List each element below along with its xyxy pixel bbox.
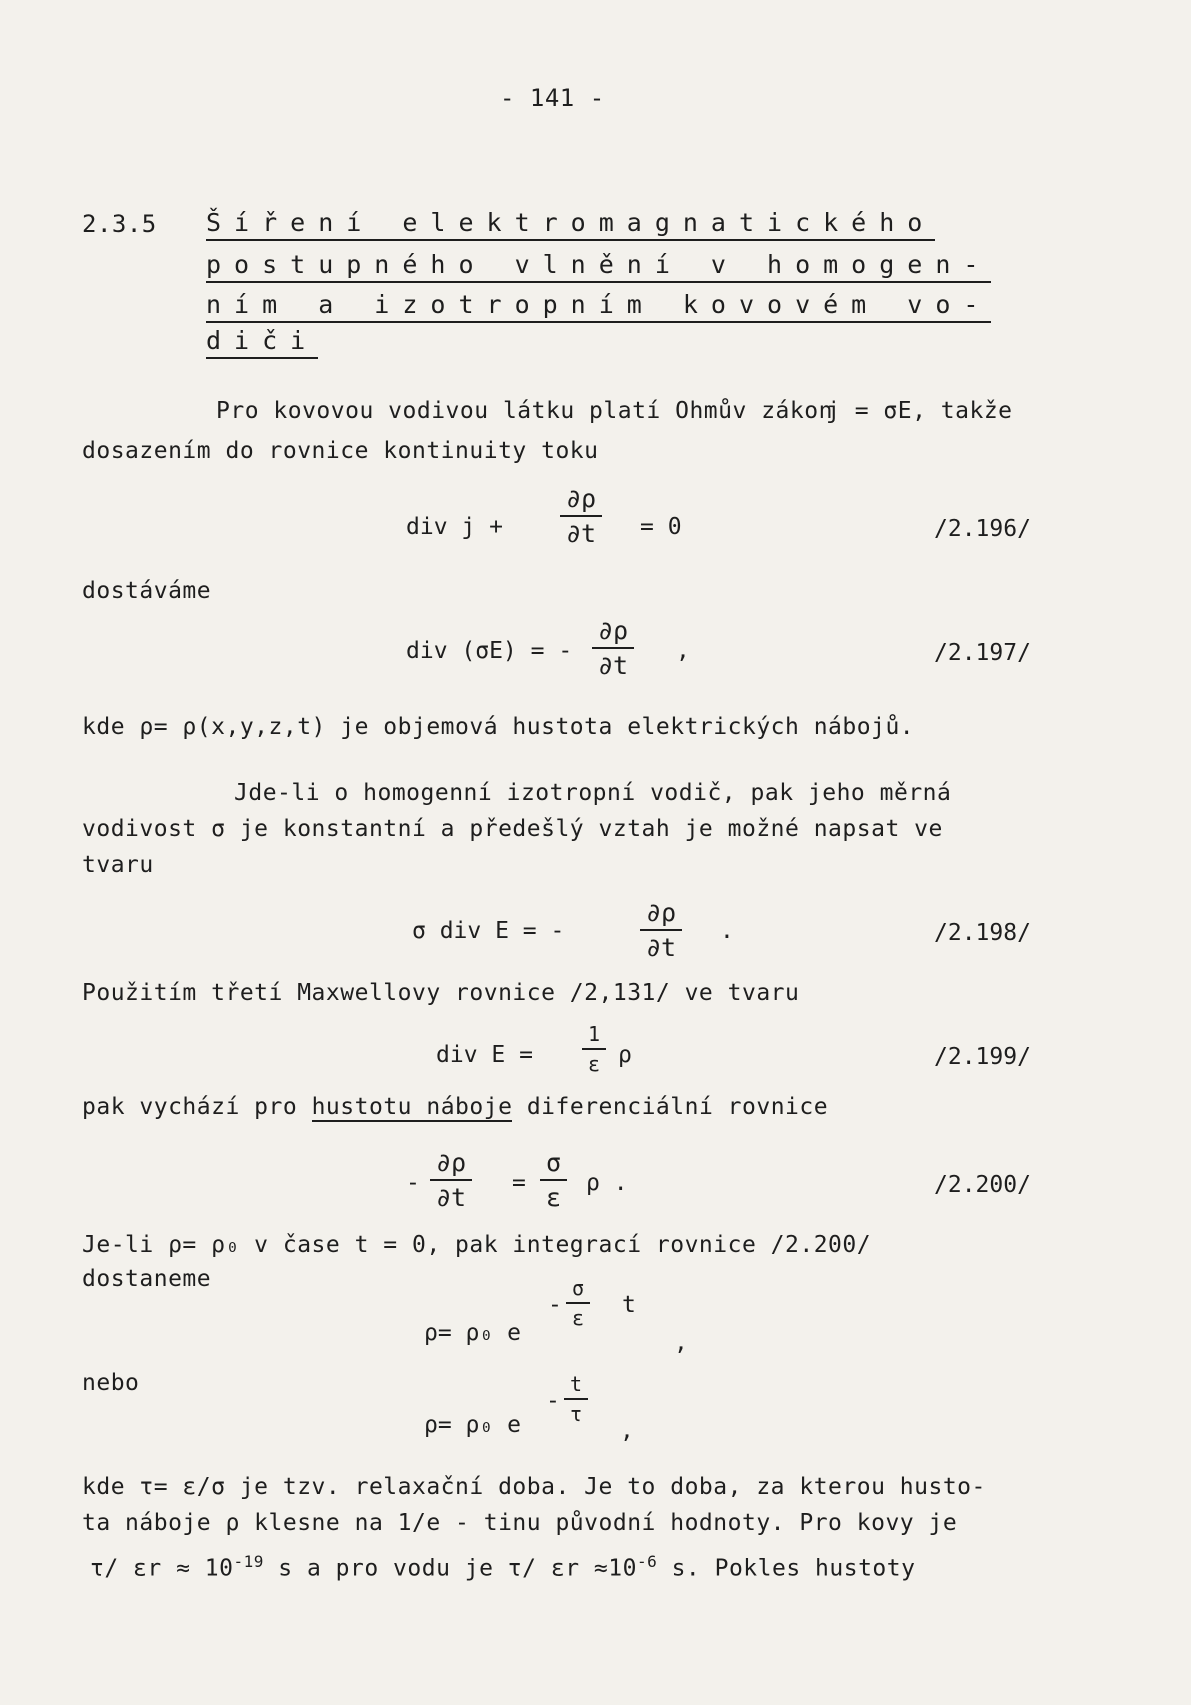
paragraph-7-exponent-1: -19	[233, 1552, 264, 1571]
paragraph-1-line-1: Pro kovovou vodivou látku platí Ohmův zákon	[216, 398, 833, 424]
equation-200-numerator-2: σ	[540, 1148, 567, 1181]
equation-197-tail: ,	[676, 638, 690, 664]
solution-2-lhs: ρ= ρ₀ e	[424, 1412, 521, 1438]
equation-199-numerator: 1	[582, 1022, 606, 1050]
solution-1-exponent-numerator: σ	[566, 1276, 590, 1304]
equation-196-fraction	[560, 484, 602, 548]
paragraph-3-line-3: tvaru	[82, 852, 154, 878]
paragraph-6-line-2: dostaneme	[82, 1266, 212, 1292]
equation-197-numerator: ∂ρ	[592, 616, 634, 649]
equation-198-label: /2.198/	[934, 920, 1031, 946]
equation-198-numerator: ∂ρ	[640, 898, 682, 931]
equation-200-tail: ρ .	[586, 1170, 628, 1196]
solution-1-exponent-sign: -	[548, 1292, 562, 1318]
section-heading-line-4: diči	[206, 326, 318, 359]
equation-196-numerator: ∂ρ	[560, 484, 602, 517]
equation-200-mid: =	[512, 1170, 526, 1196]
solution-2-exponent-sign: -	[546, 1388, 560, 1414]
equation-198-lhs: σ div E = -	[412, 918, 565, 944]
section-heading-line-3: ním a izotropním kovovém vo-	[206, 290, 991, 323]
solution-1-exponent-variable: t	[622, 1292, 636, 1318]
equation-196-lhs: div j +	[406, 514, 503, 540]
equation-199-lhs: div E =	[436, 1042, 533, 1068]
equation-200-lhs: -	[406, 1170, 420, 1196]
ohms-law: j = σE, takže	[826, 398, 1013, 424]
paragraph-7-line-3a: τ/ εr ≈ 10	[90, 1555, 234, 1582]
paragraph-4: Použitím třetí Maxwellovy rovnice /2,131/ ve tvaru	[82, 980, 800, 1006]
equation-199-tail: ρ	[618, 1042, 632, 1068]
paragraph-7-line-1: kde τ= ε/σ je tzv. relaxační doba. Je to doba, za kterou husto-	[82, 1474, 986, 1500]
equation-196-rhs: = 0	[640, 514, 682, 540]
paragraph-7-line-3c: s. Pokles hustoty	[671, 1555, 916, 1582]
paragraph-2: kde ρ= ρ(x,y,z,t) je objemová hustota elektrických nábojů.	[82, 714, 915, 740]
paragraph-3-line-1: Jde-li o homogenní izotropní vodič, pak jeho měrná	[234, 780, 952, 806]
equation-197-fraction	[592, 616, 634, 680]
equation-199-denominator: ε	[588, 1052, 601, 1076]
equation-199-fraction	[582, 1022, 606, 1076]
section-heading-line-1: Šíření elektromagnatického	[206, 208, 935, 241]
paragraph-5-before: pak vychází pro	[82, 1094, 298, 1120]
equation-200-label: /2.200/	[934, 1172, 1031, 1198]
equation-200-fraction-2	[540, 1148, 567, 1212]
solution-2-exponent-fraction	[564, 1372, 588, 1426]
solution-2-exponent-denominator: τ	[570, 1402, 583, 1426]
text-nebo: nebo	[82, 1370, 140, 1396]
equation-196-denominator: ∂t	[566, 519, 597, 548]
solution-1-lhs: ρ= ρ₀ e	[424, 1320, 521, 1346]
equation-198-fraction	[640, 898, 682, 962]
paragraph-7-line-2: ta náboje ρ klesne na 1/e - tinu původní hodnoty. Pro kovy je	[82, 1510, 958, 1536]
equation-200-fraction-1	[430, 1148, 472, 1212]
paragraph-6-line-1: Je-li ρ= ρ₀ v čase t = 0, pak integrací rovnice /2.200/	[82, 1232, 872, 1258]
section-heading-line-2: postupného vlnění v homogen-	[206, 250, 991, 283]
equation-198-tail: .	[720, 918, 734, 944]
paragraph-7-line-3	[90, 1552, 915, 1582]
paragraph-7-exponent-2: -6	[636, 1552, 658, 1571]
equation-200-denominator-1: ∂t	[436, 1183, 467, 1212]
text-dostavame: dostáváme	[82, 578, 212, 604]
equation-199-label: /2.199/	[934, 1044, 1031, 1070]
solution-2-tail: ,	[620, 1418, 634, 1444]
paragraph-5-after: diferenciální rovnice	[526, 1094, 829, 1120]
paragraph-3-line-2: vodivost σ je konstantní a předešlý vztah je možné napsat ve	[82, 816, 943, 842]
solution-1-tail: ,	[674, 1330, 688, 1356]
solution-2-exponent-numerator: t	[564, 1372, 588, 1400]
equation-197-denominator: ∂t	[598, 651, 629, 680]
equation-200-denominator-2: ε	[546, 1183, 562, 1212]
solution-1-exponent-fraction	[566, 1276, 590, 1330]
page-number: - 141 -	[500, 84, 605, 112]
equation-200-numerator-1: ∂ρ	[430, 1148, 472, 1181]
equation-197-lhs: div (σE) = -	[406, 638, 573, 664]
paragraph-1-line-2: dosazením do rovnice kontinuity toku	[82, 438, 599, 464]
section-number: 2.3.5	[82, 210, 157, 238]
equation-196-label: /2.196/	[934, 516, 1031, 542]
solution-1-exponent-denominator: ε	[572, 1306, 585, 1330]
paragraph-5	[82, 1094, 828, 1120]
equation-198-denominator: ∂t	[646, 933, 677, 962]
equation-197-label: /2.197/	[934, 640, 1031, 666]
paragraph-7-line-3b: s a pro vodu je τ/ εr ≈10	[278, 1555, 637, 1582]
paragraph-5-underlined: hustotu náboje	[311, 1094, 513, 1120]
